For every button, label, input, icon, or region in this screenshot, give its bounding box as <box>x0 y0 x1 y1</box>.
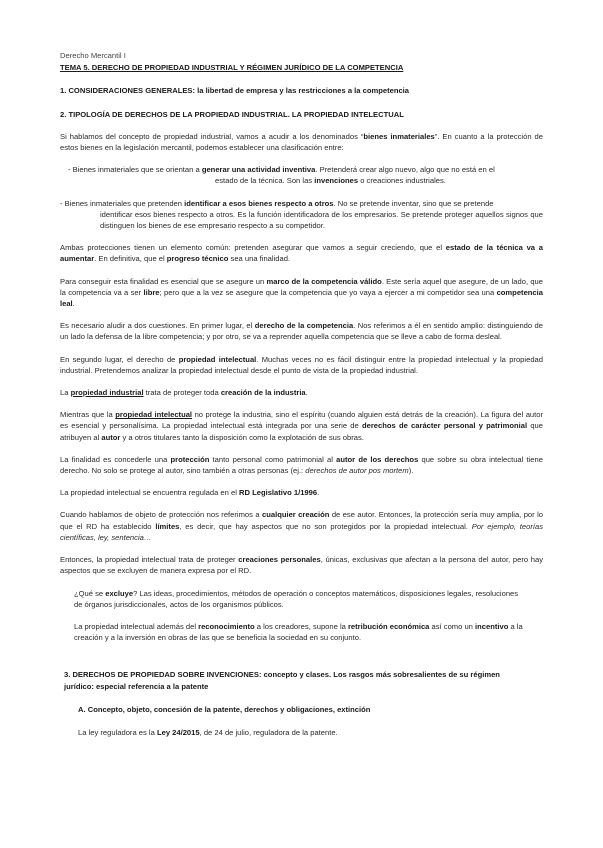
indented-paragraph: ¿Qué se excluye? Las ideas, procedimientos, métodos de operación o conceptos matemáticos, disposiciones legales, resoluciones de órganos jurisdiccionales, actos de los organismos públicos. <box>74 588 519 609</box>
paragraph: La ley reguladora es la Ley 24/2015, de 24 de julio, reguladora de la patente. <box>78 727 338 737</box>
paragraph: Entonces, la propiedad intelectual trata de proteger creaciones personales, únicas, exclusivas que afectan a la persona del autor, pero hay aspectos que se excluyen de manera expresa por el RD. <box>60 555 543 576</box>
bullet-item: - Bienes inmateriales que se orientan a generar una actividad inventiva. Pretenderá crear algo nuevo, algo que no está en el estado de la técnica. Son las invenciones o creaciones industriales. <box>68 165 495 186</box>
paragraph: Para conseguir esta finalidad es esencial que se asegure un marco de la competencia válido. Este sería aquel que asegure, de un lado, que la competencia va a ser libre; pero que a la vez se asegure que la competencia que yo vaya a ejercer a mi competidor sea una competencia leal. <box>60 276 543 309</box>
paragraph: En segundo lugar, el derecho de propiedad intelectual. Muchas veces no es fácil distinguir entre la propiedad intelectual y la propiedad industrial. Pretendemos analizar la propiedad intelectual desde el punto de vista de la propiedad industrial. <box>60 354 543 375</box>
paragraph: Mientras que la propiedad intelectual no protege la industria, sino el espíritu (cuando alguien está detrás de la creación). La figura del autor es esencial y personalísima. La propiedad intelectual está integrada por una serie de derechos de carácter personal y patrimonial que atribuyen al autor y a otros titulares tanto la disposición como la explotación de sus obras. <box>60 410 544 442</box>
document-header: Derecho Mercantil I <box>60 51 126 60</box>
paragraph: Ambas protecciones tienen un elemento común: pretenden asegurar que vamos a seguir creciendo, que el estado de la técnica va a aumentar. En definitiva, que el progreso técnico sea una finalidad. <box>60 243 543 264</box>
bullet-item: - Bienes inmateriales que pretenden identificar a esos bienes respecto a otros. No se pretende inventar, sino que se pretende identificar esos bienes respecto a otros. Es la función identificadora de los empresarios. Se pretende proteger aquellos signos que distinguen los bienes de ese empresario respecto a su competidor. <box>60 198 543 231</box>
paragraph: La finalidad es concederle una protección tanto personal como patrimonial al autor de los derechos que sobre su obra intelectual tiene derecho. No solo se protege al autor, sino también a otras personas (ej.: derechos de autor pos mortem). <box>60 454 543 476</box>
section-1-heading: 1. CONSIDERACIONES GENERALES: la libertad de empresa y las restricciones a la competencia <box>60 86 410 96</box>
subsection-a-heading: A. Concepto, objeto, concesión de la patente, derechos y obligaciones, extinción <box>78 704 371 714</box>
section-3-heading: 3. DERECHOS DE PROPIEDAD SOBRE INVENCIONES: concepto y clases. Los rasgos más sobresalientes de su régimen jurídico: especial referencia a la patente <box>64 670 500 691</box>
paragraph: Si hablamos del concepto de propiedad industrial, vamos a acudir a los denominados “bienes inmateriales”. En cuanto a la protección de estos bienes en la legislación mercantil, podemos establecer una clasificación entre: <box>60 131 543 153</box>
paragraph: La propiedad industrial trata de proteger toda creación de la industria. <box>60 388 308 398</box>
paragraph: La propiedad intelectual se encuentra regulada en el RD Legislativo 1/1996. <box>60 488 320 498</box>
section-2-heading: 2. TIPOLOGÍA DE DERECHOS DE LA PROPIEDAD INDUSTRIAL. LA PROPIEDAD INTELECTUAL <box>60 109 404 119</box>
indented-paragraph: La propiedad intelectual además del reconocimiento a los creadores, supone la retribución económica así como un incentivo a la creación y a la inversión en obras de las que se beneficia la sociedad en su conjunto. <box>74 621 523 643</box>
document-title: TEMA 5. DERECHO DE PROPIEDAD INDUSTRIAL Y RÉGIMEN JURÍDICO DE LA COMPETENCIA <box>60 63 404 73</box>
paragraph: Cuando hablamos de objeto de protección nos referimos a cualquier creación de ese autor. Entonces, la protección sería muy amplia, por lo que el RD ha establecido límites, es decir, que hay aspectos que no son protegidos por la propiedad intelectual. Por ejemplo, teorías científicas, ley, sentencia… <box>60 510 543 542</box>
paragraph: Es necesario aludir a dos cuestiones. En primer lugar, el derecho de la competencia. Nos referimos a él en sentido amplio: distinguiendo de un lado la defensa de la libre competencia; y por otro, se va a reprender aquella competencia que se lleve a cabo de forma desleal. <box>60 321 543 342</box>
